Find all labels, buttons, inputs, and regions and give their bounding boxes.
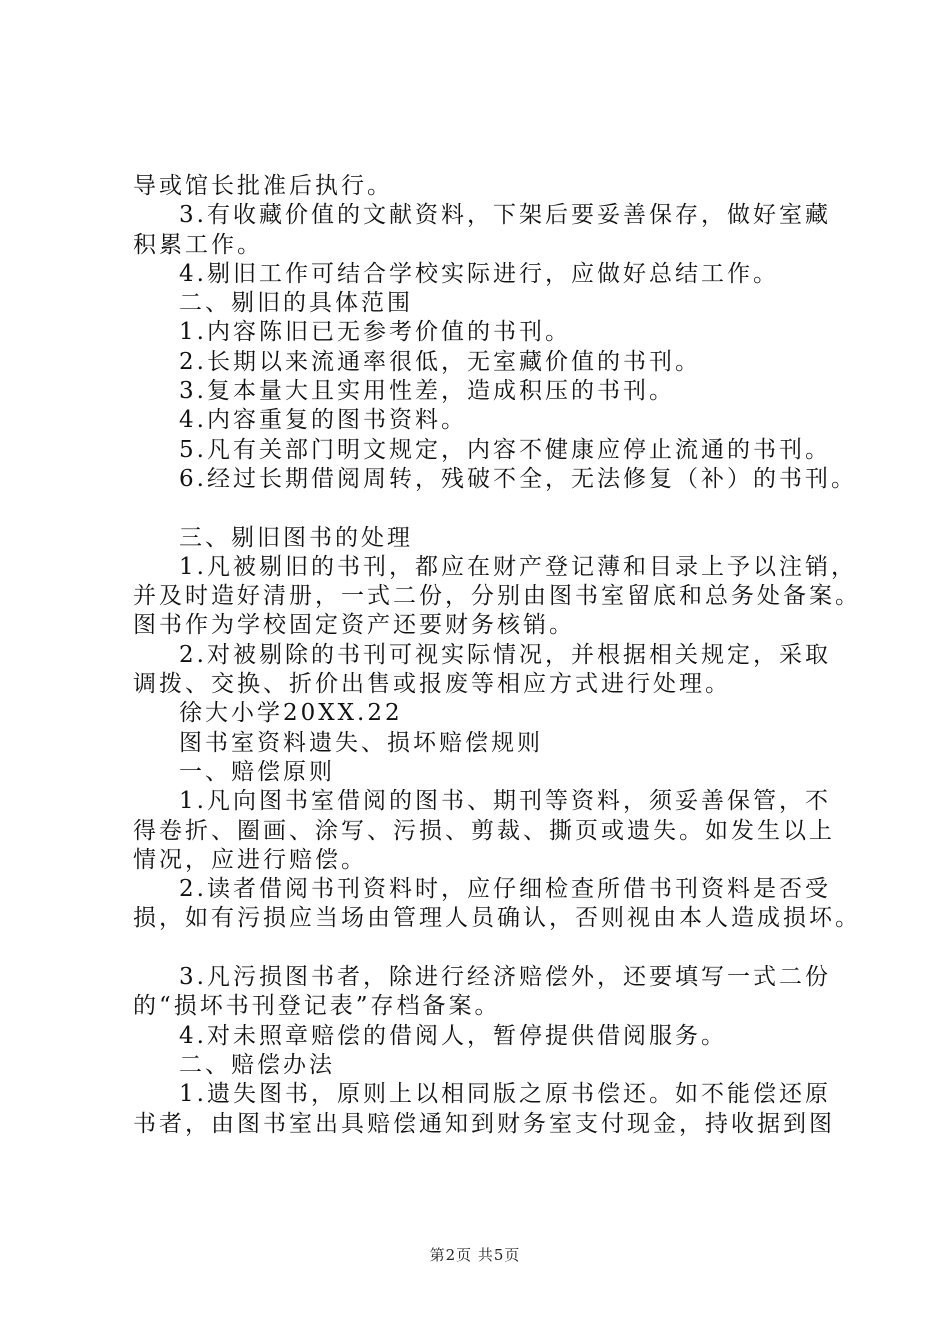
- text-line: 1.凡向图书室借阅的图书、期刊等资料，须妥善保管，不: [179, 788, 831, 815]
- section-heading: 二、剔旧的具体范围: [179, 290, 413, 317]
- text-line: 3.凡污损图书者，除进行经济赔偿外，还要填写一式二份: [179, 964, 831, 991]
- text-line: 1.凡被剔旧的书刊，都应在财产登记薄和目录上予以注销，: [179, 553, 857, 580]
- text-line: 得卷折、圈画、涂写、污损、剪裁、撕页或遗失。如发生以上: [133, 817, 835, 844]
- text-line: 积累工作。: [133, 231, 263, 258]
- text-line: 4.内容重复的图书资料。: [179, 407, 467, 434]
- section-heading: 三、剔旧图书的处理: [179, 524, 413, 551]
- text-line: 2.对被剔除的书刊可视实际情况，并根据相关规定，采取: [179, 641, 831, 668]
- text-line: 情况，应进行赔偿。: [133, 846, 367, 873]
- document-body: [133, 172, 861, 1139]
- text-line: 图书作为学校固定资产还要财务核销。: [133, 612, 575, 639]
- text-line: 并及时造好清册，一式二份，分别由图书室留底和总务处备案。: [133, 583, 861, 610]
- text-line: 3.复本量大且实用性差，造成积压的书刊。: [179, 378, 675, 405]
- text-line: 3.有收藏价值的文献资料，下架后要妥善保存，做好室藏: [179, 202, 831, 229]
- text-line: 导或馆长批准后执行。: [133, 173, 393, 199]
- document-title: 图书室资料遗失、损坏赔偿规则: [179, 729, 543, 756]
- text-line: 书者，由图书室出具赔偿通知到财务室支付现金，持收据到图: [133, 1110, 835, 1137]
- blank-line: [133, 934, 853, 963]
- text-line: 4.剔旧工作可结合学校实际进行，应做好总结工作。: [179, 260, 779, 287]
- text-line: 调拨、交换、折价出售或报废等相应方式进行处理。: [133, 671, 731, 698]
- signature-date: 徐大小学20XX.22: [179, 700, 403, 727]
- text-line: 2.读者借阅书刊资料时，应仔细检查所借书刊资料是否受: [179, 876, 831, 903]
- text-line: 的“损坏书刊登记表”存档备案。: [133, 993, 501, 1020]
- text-line: 6.经过长期借阅周转，残破不全，无法修复（补）的书刊。: [179, 465, 857, 492]
- page-footer: 第2页 共5页: [429, 1246, 521, 1264]
- section-heading: 一、赔偿原则: [179, 758, 335, 785]
- text-line: 损，如有污损应当场由管理人员确认，否则视由本人造成损坏。: [133, 905, 861, 932]
- text-line: 1.内容陈旧已无参考价值的书刊。: [179, 319, 571, 346]
- text-line: 5.凡有关部门明文规定，内容不健康应停止流通的书刊。: [179, 436, 831, 463]
- text-line: 4.对未照章赔偿的借阅人，暂停提供借阅服务。: [179, 1022, 727, 1049]
- blank-line: [133, 494, 853, 523]
- text-line: 2.长期以来流通率很低，无室藏价值的书刊。: [179, 348, 701, 375]
- text-line: 1.遗失图书，原则上以相同版之原书偿还。如不能偿还原: [179, 1081, 831, 1108]
- section-heading: 二、赔偿办法: [179, 1051, 335, 1078]
